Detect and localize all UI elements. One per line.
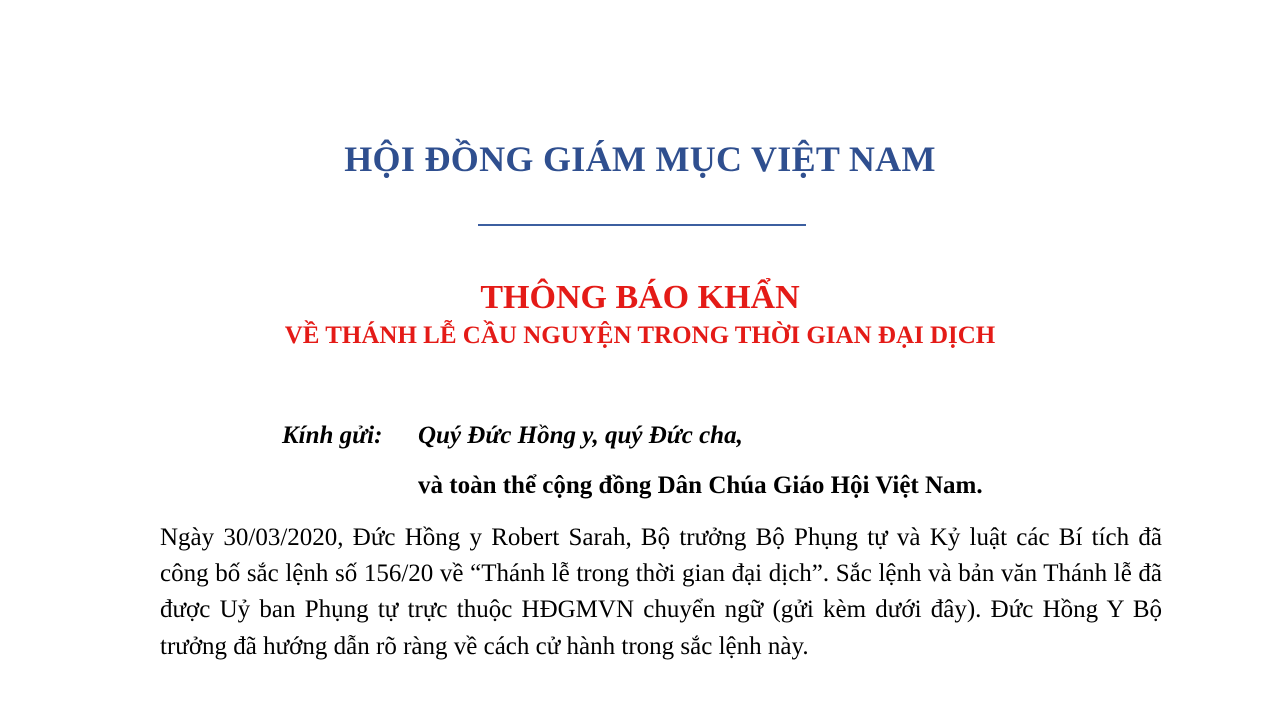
addressee-line-2: và toàn thể cộng đồng Dân Chúa Giáo Hội Việt Nam. xyxy=(418,472,983,499)
body-paragraph: Ngày 30/03/2020, Đức Hồng y Robert Sarah, Bộ trưởng Bộ Phụng tự và Kỷ luật các Bí tích đã công bố sắc lệnh số 156/20 về “Thánh lễ trong thời gian đại dịch”. Sắc lệnh và bản văn Thánh lễ đã được Uỷ ban Phụng tự trực thuộc HĐGMVN chuyển ngữ (gửi kèm dưới đây). Đức Hồng Y Bộ trưởng đã hướng dẫn rõ ràng về cách cử hành trong sắc lệnh này. xyxy=(160,524,1162,660)
notice-subtitle: VỀ THÁNH LỄ CẦU NGUYỆN TRONG THỜI GIAN ĐẠI DỊCH xyxy=(284,322,996,349)
salutation-label: Kính gửi: xyxy=(282,422,383,449)
title-divider xyxy=(478,224,806,226)
addressee-line-1: Quý Đức Hồng y, quý Đức cha, xyxy=(418,422,743,449)
organization-title: HỘI ĐỒNG GIÁM MỤC VIỆT NAM xyxy=(344,139,936,179)
notice-title: THÔNG BÁO KHẨN xyxy=(480,279,800,316)
